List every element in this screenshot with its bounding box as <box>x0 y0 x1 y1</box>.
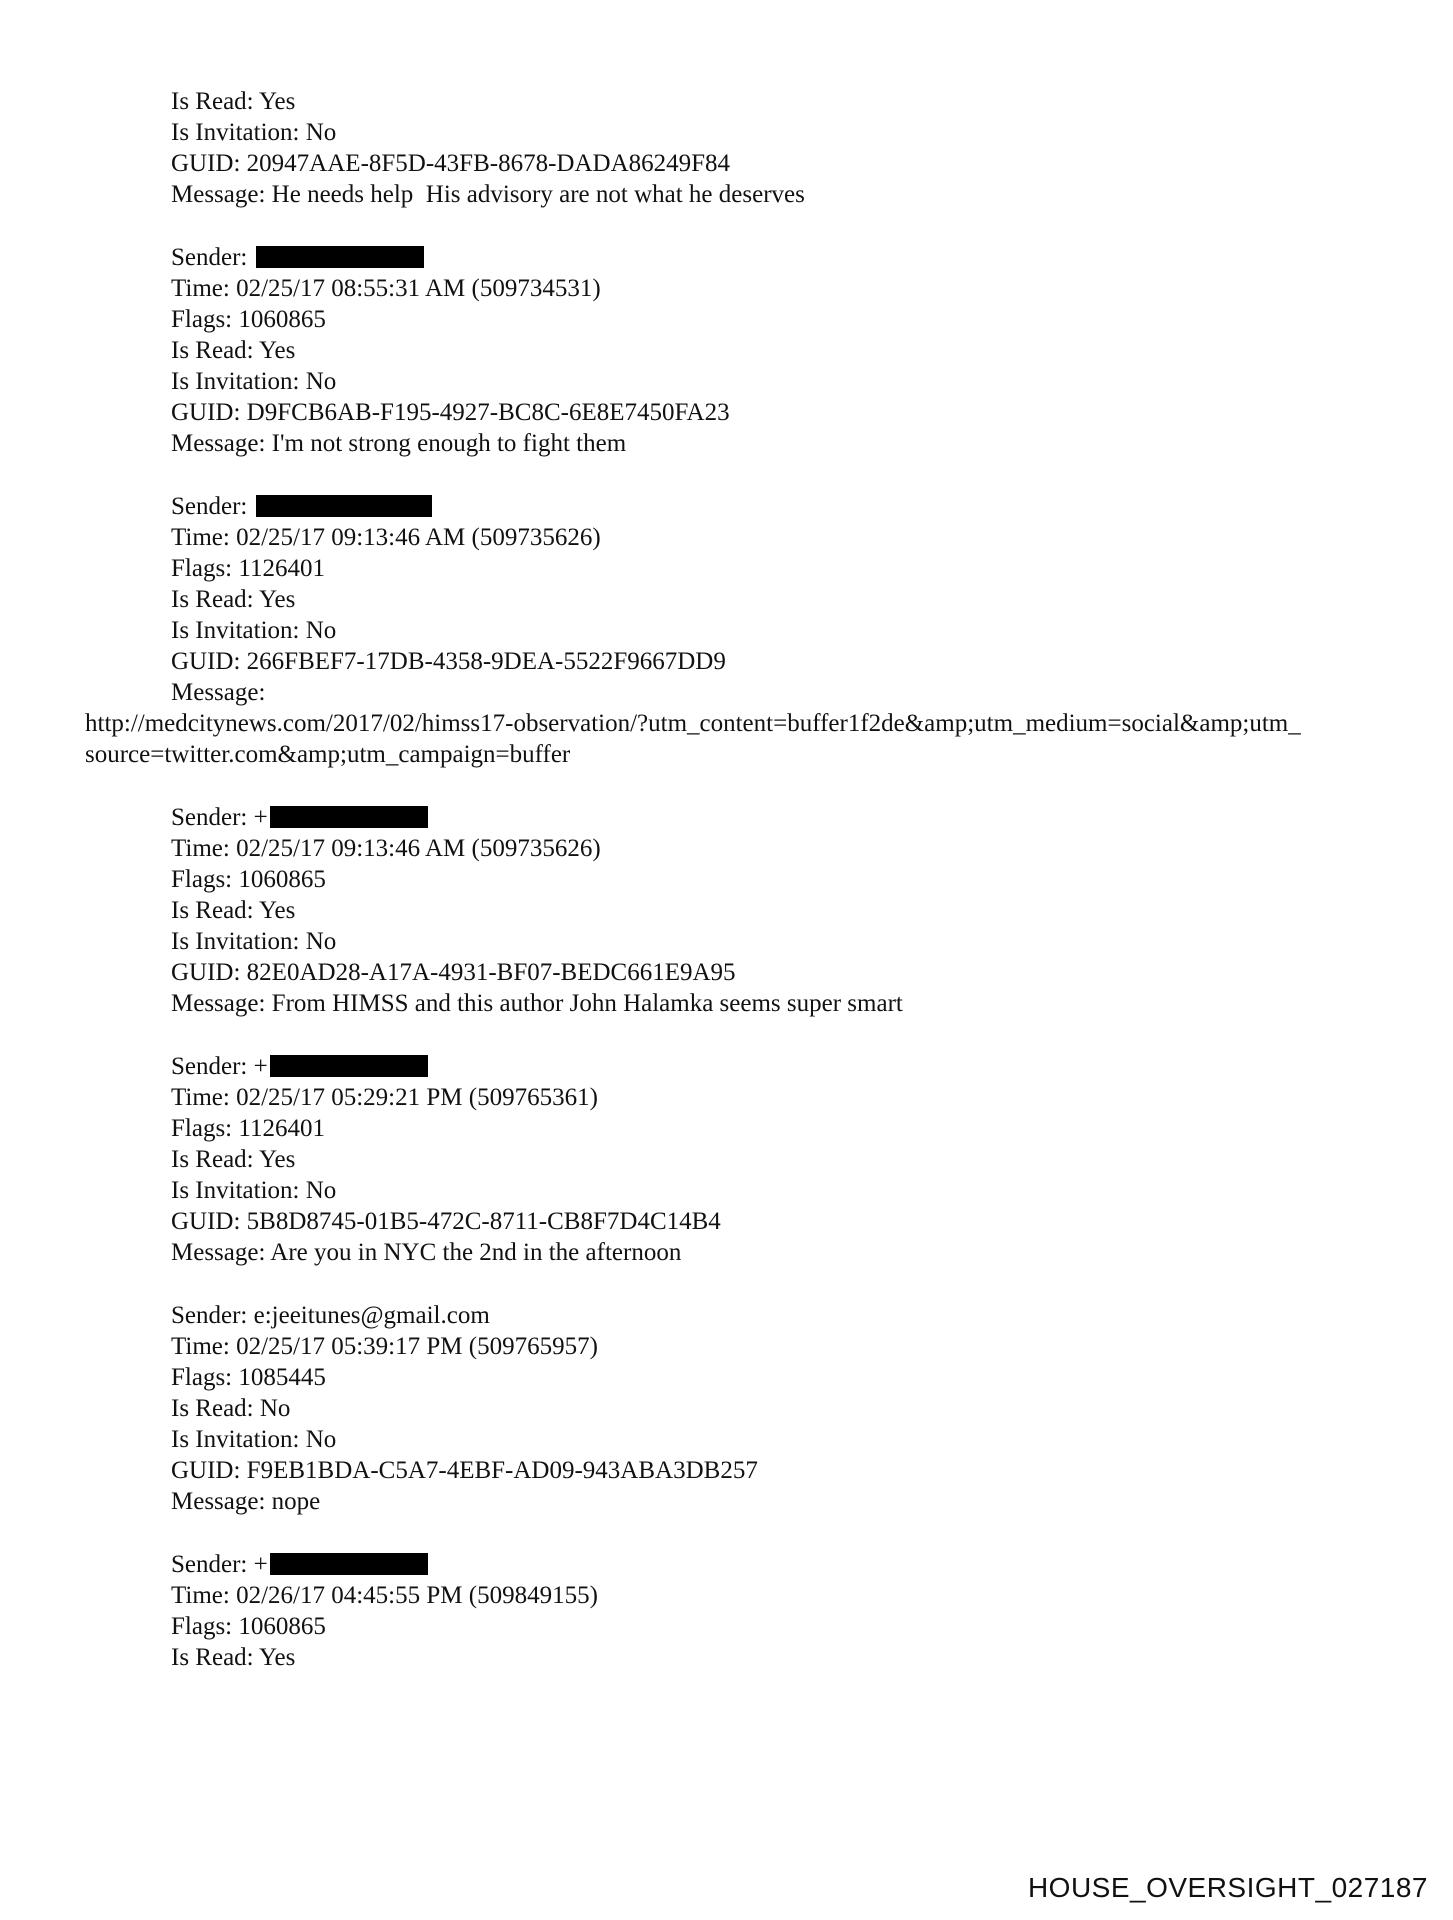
redaction-bar <box>270 1553 428 1575</box>
record-message: Message: Are you in NYC the 2nd in the afternoon <box>171 1239 682 1266</box>
record-is-invitation: Is Invitation: No <box>171 119 337 146</box>
record-is-read: Is Read: Yes <box>171 586 296 613</box>
record-is-read: Is Read: Yes <box>171 1644 296 1671</box>
record-guid: GUID: F9EB1BDA-C5A7-4EBF-AD09-943ABA3DB257 <box>171 1457 758 1484</box>
record-is-read: Is Read: Yes <box>171 88 296 115</box>
sender-visible-prefix: + <box>253 1551 268 1578</box>
record-time: Time: 02/25/17 05:29:21 PM (509765361) <box>171 1084 598 1111</box>
record-sender <box>171 802 428 833</box>
sender-label: Sender: <box>171 244 254 271</box>
sender-label: Sender: <box>171 1053 254 1080</box>
record-is-invitation: Is Invitation: No <box>171 1426 337 1453</box>
record-is-read: Is Read: Yes <box>171 1146 296 1173</box>
record-is-read: Is Read: Yes <box>171 337 296 364</box>
record-message-url: http://medcitynews.com/2017/02/himss17-observation/?utm_content=buffer1f2de&amp;utm_medium=social&amp;utm_ <box>85 710 1301 737</box>
record-time: Time: 02/25/17 09:13:46 AM (509735626) <box>171 524 601 551</box>
record-is-read: Is Read: No <box>171 1395 291 1422</box>
sender-visible-prefix: + <box>253 804 268 831</box>
record-time: Time: 02/25/17 05:39:17 PM (509765957) <box>171 1333 598 1360</box>
record-flags: Flags: 1060865 <box>171 866 326 893</box>
record-flags: Flags: 1060865 <box>171 306 326 333</box>
record-message: Message: He needs help His advisory are not what he deserves <box>171 181 805 208</box>
record-is-invitation: Is Invitation: No <box>171 617 337 644</box>
record-sender <box>171 1549 428 1580</box>
redaction-bar <box>256 246 424 268</box>
record-message: Message: I'm not strong enough to fight them <box>171 430 627 457</box>
record-sender <box>171 1051 428 1082</box>
record-is-invitation: Is Invitation: No <box>171 1177 337 1204</box>
record-message-label: Message: <box>171 679 266 706</box>
record-guid: GUID: 266FBEF7-17DB-4358-9DEA-5522F9667DD9 <box>171 648 726 675</box>
redaction-bar <box>270 806 428 828</box>
record-flags: Flags: 1085445 <box>171 1364 326 1391</box>
record-guid: GUID: 82E0AD28-A17A-4931-BF07-BEDC661E9A95 <box>171 959 736 986</box>
record-time: Time: 02/26/17 04:45:55 PM (509849155) <box>171 1582 598 1609</box>
sender-label: Sender: <box>171 1551 254 1578</box>
record-flags: Flags: 1126401 <box>171 555 325 582</box>
bates-number: HOUSE_OVERSIGHT_027187 <box>1027 1872 1428 1903</box>
record-flags: Flags: 1060865 <box>171 1613 326 1640</box>
record-sender <box>171 242 424 273</box>
record-message-url-continued: source=twitter.com&amp;utm_campaign=buffer <box>85 741 571 768</box>
record-sender <box>171 491 432 522</box>
record-time: Time: 02/25/17 09:13:46 AM (509735626) <box>171 835 601 862</box>
record-guid: GUID: D9FCB6AB-F195-4927-BC8C-6E8E7450FA23 <box>171 399 730 426</box>
redaction-bar <box>256 495 432 517</box>
record-message: Message: From HIMSS and this author John Halamka seems super smart <box>171 990 903 1017</box>
record-message: Message: nope <box>171 1488 321 1515</box>
record-is-invitation: Is Invitation: No <box>171 928 337 955</box>
redaction-bar <box>270 1055 428 1077</box>
record-is-invitation: Is Invitation: No <box>171 368 337 395</box>
sender-label: Sender: <box>171 804 254 831</box>
sender-label: Sender: <box>171 493 254 520</box>
record-is-read: Is Read: Yes <box>171 897 296 924</box>
sender-visible-prefix: + <box>253 1053 268 1080</box>
record-guid: GUID: 20947AAE-8F5D-43FB-8678-DADA86249F84 <box>171 150 731 177</box>
record-time: Time: 02/25/17 08:55:31 AM (509734531) <box>171 275 601 302</box>
record-guid: GUID: 5B8D8745-01B5-472C-8711-CB8F7D4C14B4 <box>171 1208 721 1235</box>
record-sender: Sender: e:jeeitunes@gmail.com <box>171 1302 490 1329</box>
record-flags: Flags: 1126401 <box>171 1115 325 1142</box>
